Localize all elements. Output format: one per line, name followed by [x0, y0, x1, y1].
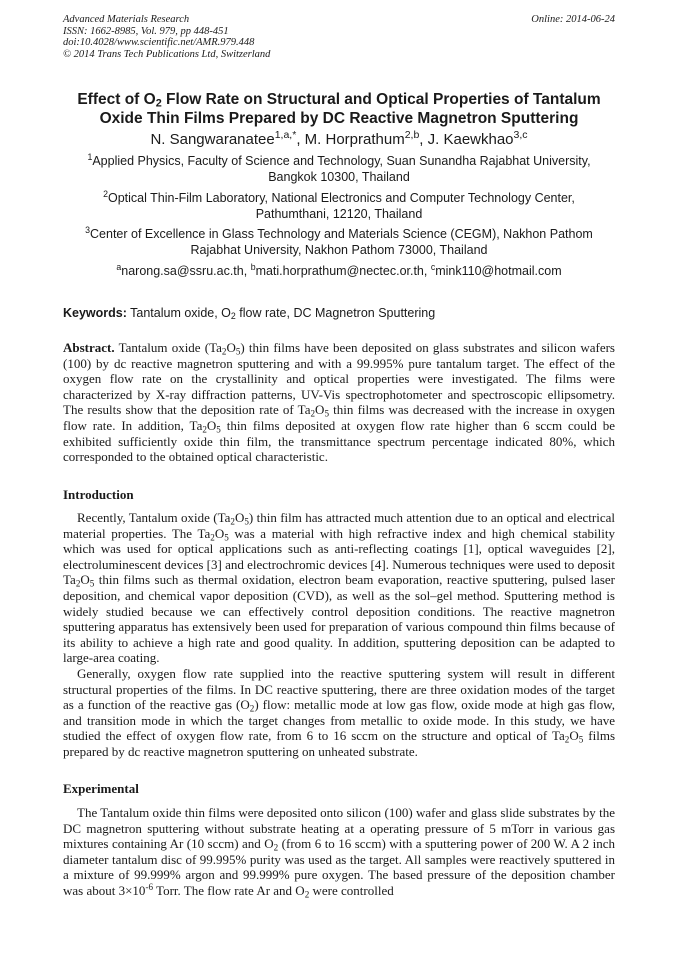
introduction-paragraph-2: Generally, oxygen flow rate supplied into the reactive sputtering system will result in different structural properties of the films. In DC reactive sputtering, there are three oxidation modes of the target as a function of the reactive gas $(O_2)$ flow: metallic mode at low gas flow, oxide mode at high gas flow, and transition mode in which the target changes from metallic to oxide mode. In this study, we have studied the effect of oxygen flow rate, from 6 to 16 sccm on the structure and optical of $Ta_2O_5$ films prepared by dc reactive magnetron sputtering on unheated substrate.	[63, 666, 615, 759]
author-marks: 3,c	[513, 129, 528, 142]
affiliation-3: $^3$Center of Excellence in Glass Technology and Materials Science (CEGM), Nakhon Pathom Rajabhat University, Nakhon Pathom 73000, Thailand	[85, 225, 593, 257]
abstract: Abstract. Tantalum oxide $(Ta_2O_5)$ thin films have been deposited on glass substrates and silicon wafers (100) by dc reactive magnetron sputtering and with a 99.995% pure tantalum target. The effect of the oxygen flow rate on the crystallinity and optical properties were investigated. The films were characterized by X-ray diffraction patterns, UV-Vis spectrophotometer and spectroscopic ellipsometry. The results show that the deposition rate of $Ta_2O_5$ thin films was decreased with the increase in oxygen flow rate. In addition, $Ta_2O_5$ thin films deposited at oxygen flow rate higher than 6 sccm could be exhibited sufficiently oxide thin film, the transmittance spectrum percentage indicated 80%, which corresponded to the obtained optical characteristic.	[63, 340, 615, 465]
affiliation-2: $^2$Optical Thin-Film Laboratory, National Electronics and Computer Technology Center, Pathumthani, 12120, Thailand	[103, 189, 575, 221]
journal-name: Advanced Materials Research	[63, 14, 190, 25]
doi: doi:10.4028/www.scientific.net/AMR.979.448	[63, 37, 255, 48]
email-address: mink110@hotmail.com	[435, 264, 562, 278]
email-address: narong.sa@ssru.ac.th	[121, 264, 244, 278]
introduction-paragraph-1: Recently, Tantalum oxide $(Ta_2O_5)$ thin film has attracted much attention due to an optical and electrical material properties. The $Ta_2O_5$ was a material with high refractive index and high chemical stability which was used for optical applications such as anti-reflecting coatings [1], optical waveguides [2], electroluminescent devices [3] and electrochromic devices [4]. Numerous techniques were used to deposit $Ta_2O_5$ thin films such as thermal oxidation, electron beam evaporation, reactive sputtering, pulsed laser deposition, and chemical vapor deposition (CVD), as well as the sol–gel method. Sputtering method is widely studied because we can effectively control deposition conditions. The reactive magnetron sputtering apparatus has extensively been used for preparation of various compound thin films because of its ability to achieve a high rate and good quality. In addition, sputtering deposition can be adapted to large-area coating.	[63, 510, 615, 666]
author-marks: 2,b	[404, 129, 420, 142]
paper-title: Effect of $O_2$ Flow Rate on Structural and Optical Properties of Tantalum Oxide Thin Films Prepared by DC Reactive Magnetron Sputtering	[77, 91, 601, 127]
author-name: J. Kaewkhao	[427, 131, 514, 148]
keywords-label: Keywords:	[63, 306, 127, 320]
copyright: © 2014 Trans Tech Publications Ltd, Switzerland	[63, 48, 271, 60]
author-name: M. Horprathum	[304, 131, 405, 148]
section-heading-introduction: Introduction	[63, 487, 134, 502]
email-list: $^a$narong.sa@ssru.ac.th, $^b$mati.horprathum@nectec.or.th, $^c$mink110@hotmail.com	[116, 262, 562, 278]
author-name: N. Sangwaranatee	[150, 131, 275, 148]
abstract-label: Abstract.	[63, 340, 115, 355]
section-heading-experimental: Experimental	[63, 781, 139, 796]
keywords: Keywords: Tantalum oxide, $O_2$ flow rate, DC Magnetron Sputtering	[63, 306, 436, 322]
author-marks: 1,a,*	[274, 129, 297, 142]
experimental-paragraph-1: The Tantalum oxide thin films were deposited onto silicon (100) wafer and glass slide substrates by the DC magnetron sputtering without substrate heating at a operating pressure of 5 mTorr in various gas mixtures containing Ar (10 sccm) and $O_2$ (from 6 to 16 sccm) with a sputtering power of 200 W. A 2 inch diameter tantalum disc of 99.995% purity was used as the target. All samples were reactively sputtered in a mixture of 99.999% argon and 99.999% pure oxygen. The based pressure of the deposition chamber was about $3\times 10^{-6}$ Torr. The flow rate Ar and $O_2$ were controlled	[63, 805, 615, 900]
issn: ISSN: 1662-8985, Vol. 979, pp 448-451	[63, 25, 229, 37]
affiliation-1: $^1$Applied Physics, Faculty of Science and Technology, Suan Sunandha Rajabhat University, Bangkok 10300, Thailand	[87, 152, 591, 184]
journal-info	[63, 14, 270, 60]
online-date: Online: 2014-06-24	[531, 14, 615, 25]
email-address: mati.horprathum@nectec.or.th	[255, 264, 424, 278]
author-list: N. Sangwaranatee$^{1,a,*}$, M. Horprathum$^{2,b}$, J. Kaewkhao$^{3,c}$	[150, 129, 528, 148]
